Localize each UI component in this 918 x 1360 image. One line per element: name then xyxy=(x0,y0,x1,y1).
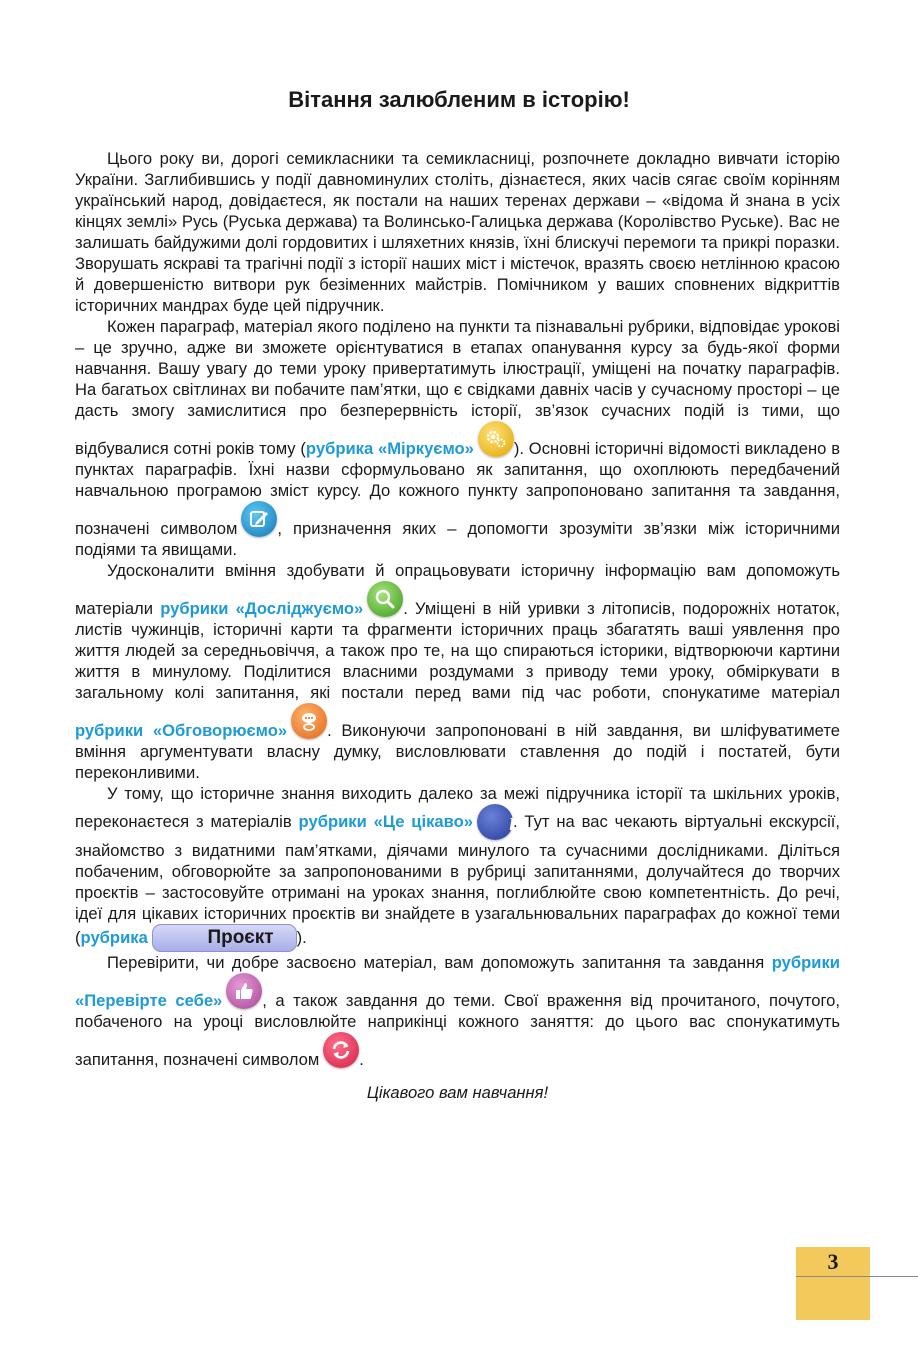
rubric-research-label: рубрики «Досліджуємо» xyxy=(160,599,364,618)
thumbs-up-icon xyxy=(226,973,262,1009)
text-span: ). xyxy=(296,928,307,947)
text-span: . Уміщені в ній уривки з літописів, подорожніх нотаток, листів чужинців, історичні карти та фрагменти історичних праць збагатять ваші уявлення про життя людей за середньовіччя, а також про те, на що спираються історики, відтворюючи картини життя в минулому. Поділитися власними роздумами з приводу теми уроку, обміркувати в загальному колі запитання, які постали перед вами під час роботи, спонукатиме матеріал xyxy=(75,599,840,702)
text-span: , призначення яких – допомогти зрозуміти зв’язки між історичними подіями та явищами. xyxy=(75,519,840,559)
project-badge: Проєкт xyxy=(152,924,296,952)
chat-bubble-icon xyxy=(291,703,327,739)
paragraph-intro: Цього року ви, дорогі семикласники та семикласниці, розпочнете докладно вивчати історію України. Заглибившись у події давноминулих століть, дізнаєтеся, яких часів сягає своїм корінням український народ, довідаєтеся, як постали на наших теренах держави – «відома й знана в усіх кінцях землі» Русь (Руська держава) та Волинсько-Галицька держава (Королівство Руське). Вас не залишать байдужими долі гордовитих і шляхетних князів, їхні блискучі перемоги та прикрі поразки. Зворушать яскраві та трагічні події з історії наших міст і містечок, вразять своєю нетлінною красою й довершеністю витвори рук безіменних майстрів. Помічником у ваших сповнених відкриттів історичних мандрах буде цей підручник. xyxy=(75,149,840,315)
info-icon: i xyxy=(477,804,513,840)
page-tab-rule xyxy=(796,1276,918,1277)
paragraph-research xyxy=(75,560,840,783)
pencil-icon xyxy=(241,501,277,537)
page-number: 3 xyxy=(827,1249,839,1274)
cycle-arrows-icon xyxy=(323,1032,359,1068)
page-title: Вітання залюбленим в історію! xyxy=(288,87,630,112)
gear-icon xyxy=(478,421,514,457)
text-span: . Виконуючи запропоновані в ній завдання, ви шліфуватимете вміння аргументувати власну думку, висловлювати ставлення до подій і постатей, бути переконливими. xyxy=(75,721,840,782)
paragraph-structure xyxy=(75,316,840,560)
paragraph-selfcheck xyxy=(75,952,840,1070)
rubric-thinking-label: рубрика «Міркуємо» xyxy=(305,439,474,458)
text-span: ). Основні історичні відомості викладено в пунктах параграфів. Їхні назви сформульовано як запитання, що охоплюють передбачений навчальною програмою зміст курсу. До кожного пункту запропоновано запитання та завдання, позначені символом xyxy=(75,439,841,538)
rubric-discuss-label: рубрики «Обговорюємо» xyxy=(75,721,288,740)
rubric-interesting-label: рубрики «Це цікаво» xyxy=(298,812,473,831)
closing-line: Цікавого вам навчання! xyxy=(366,1083,549,1102)
text-span: Перевірити, чи добре засвоєно матеріал, вам допоможуть запитання та завдання xyxy=(107,953,772,972)
text-span: . xyxy=(359,1050,364,1069)
main-text xyxy=(75,148,840,1103)
text-span: У тому, що історичне знання виходить далеко за межі підручника історії та шкільних уроків, переконаєтеся з матеріалів xyxy=(75,784,840,831)
text-span: , а також завдання до теми. Свої враження від прочитаного, почутого, побаченого на уроці висловлюйте наприкінці кожного заняття: до цього вас спонукатимуть запитання, позначені символом xyxy=(75,991,841,1069)
magnifier-icon xyxy=(367,581,403,617)
text-span: Удосконалити вміння здобувати й опрацьовувати історичну інформацію вам допоможуть матеріали xyxy=(75,561,840,618)
paragraph-interesting xyxy=(75,783,840,952)
rubric-selfcheck-label: рубрики «Перевірте себе» xyxy=(75,953,840,1010)
rubric-project-label: рубрика xyxy=(80,928,148,947)
text-span: . Тут на вас чекають віртуальні екскурсії, знайомство з видатними пам’ятками, діячами минулого та сучасними дослідниками. Діліться побаченим, обговорюйте за запропонованими в рубриці запитаннями, долучайтеся до творчих проєктів – застосовуйте отримані на уроках знання, поглиблюйте свою компетентність. До речі, ідеї для цікавих історичних проєктів ви знайдете в узагальнювальних параграфах до кожної теми ( xyxy=(75,812,841,947)
text-span: Кожен параграф, матеріал якого поділено на пункти та пізнавальні рубрики, відповідає урокові – це зручно, адже ви зможете орієнтуватися в етапах опанування курсу за будь-якої форми навчання. Вашу увагу до теми уроку привертатимуть ілюстрації, уміщені на початку параграфів. На багатьох світлинах ви побачите пам’ятки, що є свідками давніх часів у сучасному просторі – це дасть змогу замислитися про безперервність історії, зв’язок сучасних подій із тими, що відбувалися сотні років тому ( xyxy=(75,317,840,458)
